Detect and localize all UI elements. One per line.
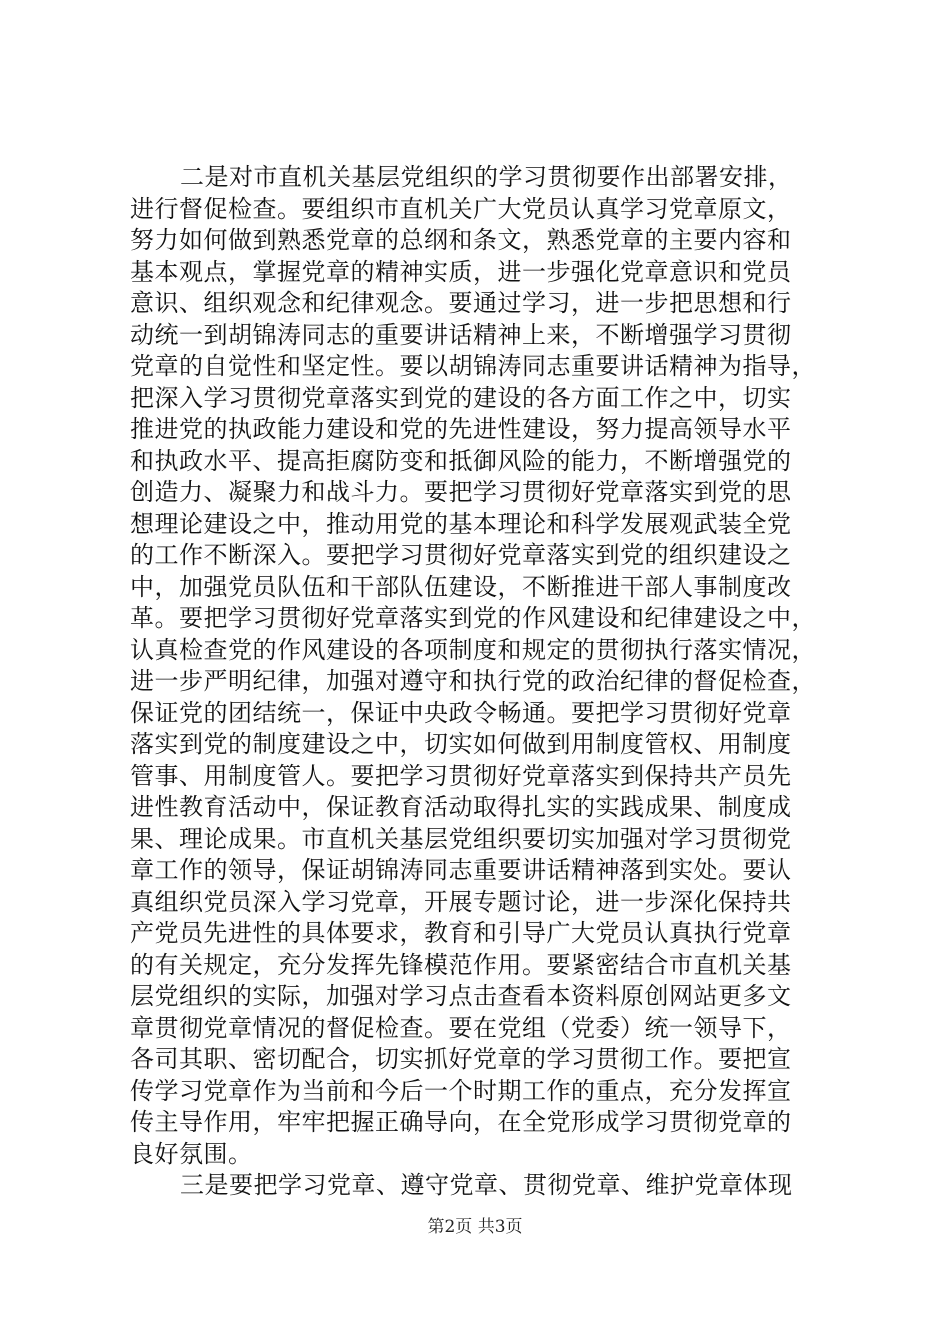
text-line: 传学习党章作为当前和今后一个时期工作的重点，充分发挥宣: [130, 1076, 792, 1105]
text-line: 动统一到胡锦涛同志的重要讲话精神上来，不断增强学习贯彻: [130, 320, 792, 349]
text-line: 进一步严明纪律，加强对遵守和执行党的政治纪律的督促检查，: [130, 667, 816, 695]
text-line: 创造力、凝聚力和战斗力。要把学习贯彻好党章落实到党的思: [130, 478, 792, 506]
text-line: 和执政水平、提高拒腐防变和抵御风险的能力，不断增强党的: [130, 446, 792, 475]
text-line: 真组织党员深入学习党章，开展专题讨论，进一步深化保持共: [130, 887, 792, 916]
text-line: 中，加强党员队伍和干部队伍建设，不断推进干部人事制度改: [130, 572, 792, 601]
text-line: 良好氛围。: [130, 1139, 253, 1168]
text-line: 传主导作用，牢牢把握正确导向，在全党形成学习贯彻党章的: [130, 1108, 792, 1136]
page-footer: 第2页 共3页: [427, 1217, 523, 1237]
text-line: 把深入学习贯彻党章落实到党的建设的各方面工作之中，切实: [130, 383, 792, 412]
text-line: 努力如何做到熟悉党章的总纲和条文，熟悉党章的主要内容和: [130, 226, 792, 254]
text-line: 进性教育活动中，保证教育活动取得扎实的实践成果、制度成: [130, 793, 792, 821]
text-line: 章工作的领导，保证胡锦涛同志重要讲话精神落到实处。要认: [130, 856, 792, 884]
text-line: 的有关规定，充分发挥先锋模范作用。要紧密结合市直机关基: [130, 950, 792, 979]
text-line: 进行督促检查。要组织市直机关广大党员认真学习党章原文，: [130, 194, 792, 223]
text-line: 革。要把学习贯彻好党章落实到党的作风建设和纪律建设之中，: [130, 604, 816, 632]
text-line: 产党员先进性的具体要求，教育和引导广大党员认真执行党章: [130, 919, 792, 947]
text-line: 果、理论成果。市直机关基层党组织要切实加强对学习贯彻党: [130, 824, 792, 853]
text-line: 各司其职、密切配合，切实抓好党章的学习贯彻工作。要把宣: [130, 1045, 792, 1073]
text-line: 的工作不断深入。要把学习贯彻好党章落实到党的组织建设之: [130, 541, 792, 569]
text-line: 认真检查党的作风建设的各项制度和规定的贯彻执行落实情况，: [130, 635, 816, 664]
text-line: 层党组织的实际，加强对学习点击查看本资料原创网站更多文: [130, 982, 792, 1010]
text-line: 基本观点，掌握党章的精神实质，进一步强化党章意识和党员: [130, 257, 792, 286]
text-line: 党章的自觉性和坚定性。要以胡锦涛同志重要讲话精神为指导，: [130, 352, 816, 380]
text-line: 管事、用制度管人。要把学习贯彻好党章落实到保持共产员先: [130, 761, 792, 790]
text-line: 二是对市直机关基层党组织的学习贯彻要作出部署安排，: [180, 163, 793, 191]
text-line: 保证党的团结统一，保证中央政令畅通。要把学习贯彻好党章: [130, 698, 792, 727]
text-line: 想理论建设之中，推动用党的基本理论和科学发展观武装全党: [130, 509, 792, 538]
text-line: 章贯彻党章情况的督促检查。要在党组（党委）统一领导下，: [130, 1013, 792, 1042]
text-line: 推进党的执政能力建设和党的先进性建设，努力提高领导水平: [130, 415, 792, 443]
body-text: [130, 162, 830, 1202]
text-line: 三是要把学习党章、遵守党章、贯彻党章、维护党章体现: [180, 1171, 793, 1199]
text-line: 意识、组织观念和纪律观念。要通过学习，进一步把思想和行: [130, 289, 792, 317]
text-line: 落实到党的制度建设之中，切实如何做到用制度管权、用制度: [130, 730, 792, 758]
